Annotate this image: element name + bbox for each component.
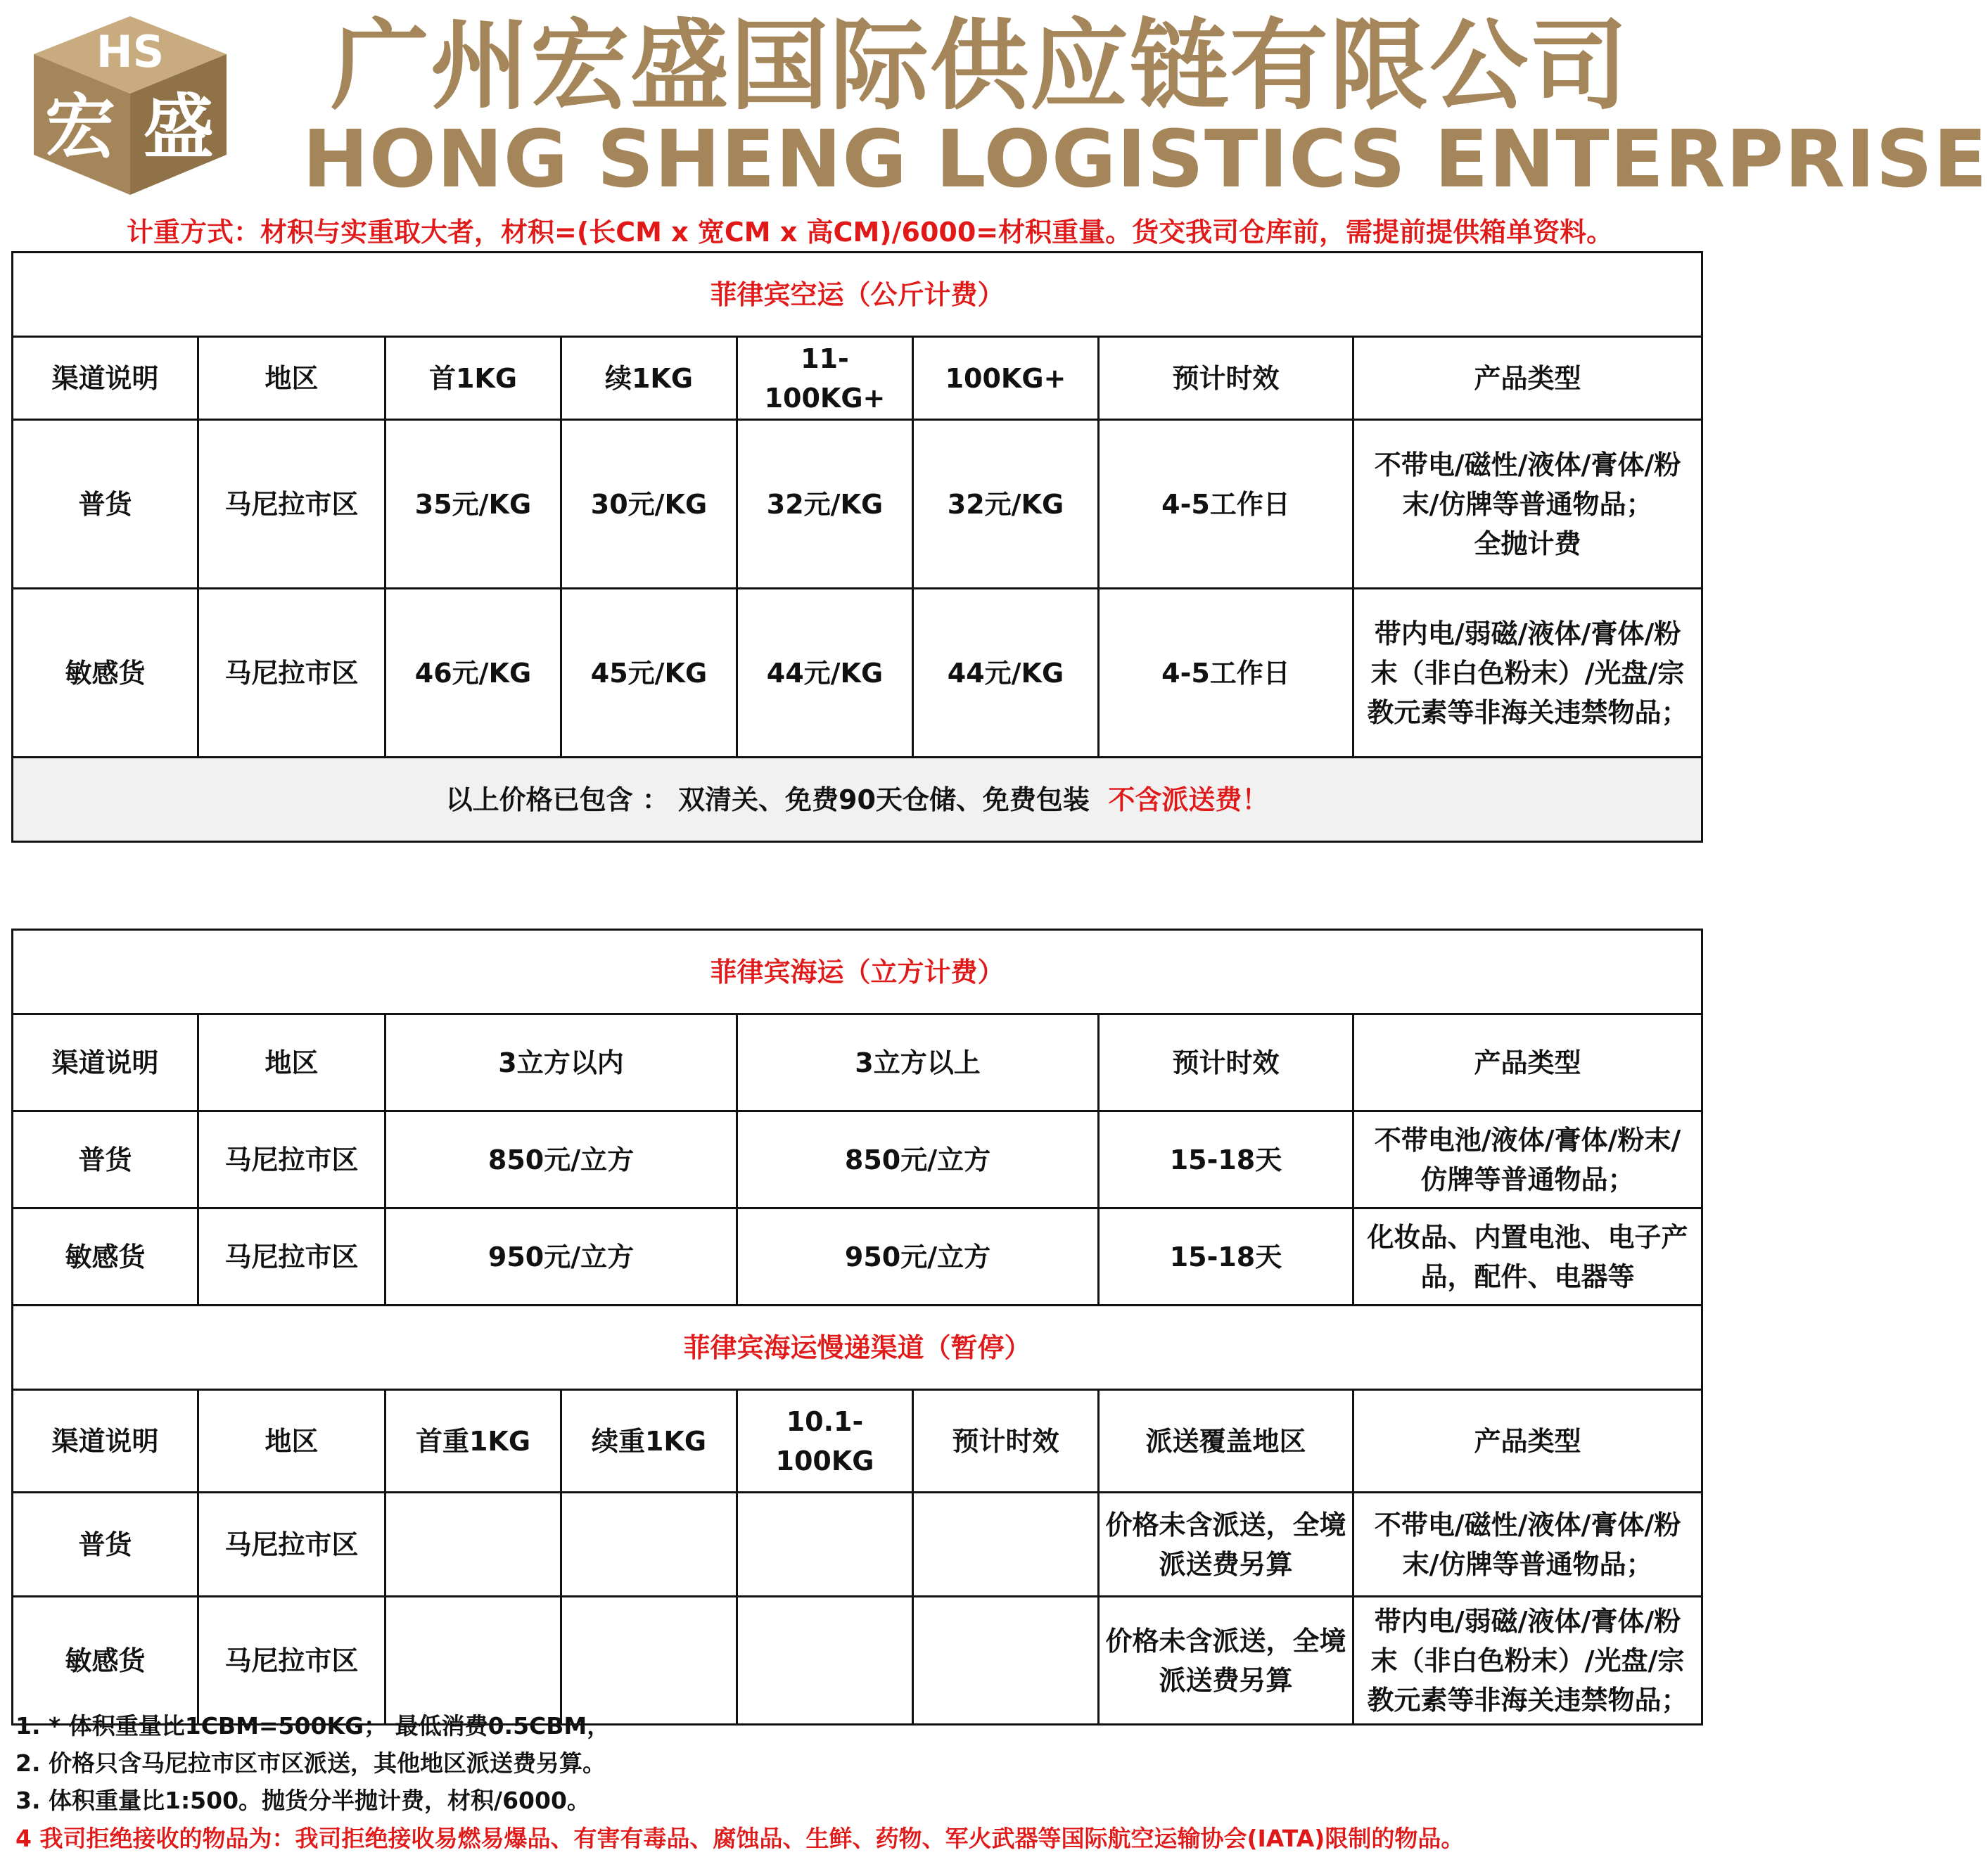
- air-price-includes-note: [13, 758, 1702, 842]
- slow-channel-title: 菲律宾海运慢递渠道（暂停）: [13, 1306, 1702, 1390]
- price-cell: 45元/KG: [561, 589, 737, 758]
- price-cell: 46元/KG: [386, 589, 561, 758]
- price-cell: 44元/KG: [913, 589, 1099, 758]
- weight-calc-note: 计重方式：材积与实重取大者，材积=(长CM x 宽CM x 高CM)/6000=材积重量。货交我司仓库前，需提前提供箱单资料。: [127, 217, 1614, 248]
- logo-letters: HS: [96, 26, 165, 77]
- product-type-cell: [1353, 1597, 1702, 1725]
- table-row: [13, 1597, 1702, 1725]
- company-logo: [28, 11, 232, 197]
- product-type-line: 末/仿牌等普通物品；: [1402, 1548, 1653, 1580]
- empty-cell: [561, 1597, 737, 1725]
- company-name-cn: 广州宏盛国际供应链有限公司: [331, 9, 1630, 124]
- air-header-first-kg: 首1KG: [386, 337, 561, 420]
- air-title: 菲律宾空运（公斤计费）: [13, 253, 1702, 337]
- air-header-cont-kg: 续1KG: [561, 337, 737, 420]
- product-type-cell: [1353, 589, 1702, 758]
- channel-cell: 敏感货: [13, 1597, 198, 1725]
- air-header-region: 地区: [198, 337, 386, 420]
- table-row: [13, 1493, 1702, 1597]
- slow-header-product-type: 产品类型: [1353, 1390, 1702, 1493]
- coverage-cell: [1099, 1597, 1353, 1725]
- product-type-line: 带内电/弱磁/液体/膏体/粉: [1374, 1605, 1681, 1637]
- empty-cell: [737, 1493, 913, 1597]
- price-cell: 32元/KG: [737, 420, 913, 589]
- empty-cell: [913, 1597, 1099, 1725]
- price-cell: 950元/立方: [737, 1208, 1099, 1306]
- logo-char-a: 宏: [45, 86, 115, 168]
- includes-text: 以上价格已包含 ： 双清关、免费90天仓储、免费包装: [445, 784, 1090, 815]
- empty-cell: [386, 1597, 561, 1725]
- price-cell: 950元/立方: [386, 1208, 737, 1306]
- sea-freight-table: [11, 929, 1703, 1726]
- region-cell: 马尼拉市区: [198, 1493, 386, 1597]
- table-row: [13, 589, 1702, 758]
- coverage-line: 价格未含派送，全境: [1105, 1509, 1346, 1541]
- sea-header-product-type: 产品类型: [1353, 1014, 1702, 1111]
- product-type-line: 化妆品、内置电池、电子产: [1367, 1221, 1688, 1253]
- air-freight-table: [11, 251, 1703, 843]
- product-type-line: 不带电/磁性/液体/膏体/粉: [1374, 1509, 1681, 1541]
- sea-title: 菲律宾海运（立方计费）: [13, 930, 1702, 1014]
- region-cell: 马尼拉市区: [198, 420, 386, 589]
- price-cell: 35元/KG: [386, 420, 561, 589]
- sea-header-channel: 渠道说明: [13, 1014, 198, 1111]
- empty-cell: [913, 1493, 1099, 1597]
- empty-cell: [386, 1493, 561, 1597]
- product-type-line: 末（非白色粉末）/光盘/宗: [1370, 657, 1685, 689]
- air-header-11-100kg: 11-100KG+: [737, 337, 913, 420]
- channel-cell: 普货: [13, 1493, 198, 1597]
- slow-header-cont-kg: 续重1KG: [561, 1390, 737, 1493]
- table-row: [13, 1111, 1702, 1208]
- product-type-line: 仿牌等普通物品；: [1420, 1163, 1635, 1195]
- empty-cell: [561, 1493, 737, 1597]
- excludes-delivery-text: 不含派送费！: [1108, 784, 1269, 815]
- company-name-en: HONG SHENG LOGISTICS ENTERPRISE: [302, 114, 1988, 205]
- footnote-3: 3. 体积重量比1:500。抛货分半抛计费，材积/6000。: [15, 1787, 590, 1814]
- product-type-line: 不带电池/液体/膏体/粉末/: [1374, 1124, 1681, 1156]
- air-header-product-type: 产品类型: [1353, 337, 1702, 420]
- price-cell: 850元/立方: [737, 1111, 1099, 1208]
- channel-cell: 敏感货: [13, 589, 198, 758]
- coverage-line: 价格未含派送，全境: [1105, 1625, 1346, 1657]
- footnote-1: 1. * 体积重量比1CBM=500KG； 最低消费0.5CBM，: [15, 1712, 611, 1740]
- product-type-line: 教元素等非海关违禁物品；: [1367, 696, 1688, 728]
- table-row: [13, 420, 1702, 589]
- eta-cell: 4-5工作日: [1099, 589, 1353, 758]
- product-type-line: 末（非白色粉末）/光盘/宗: [1370, 1645, 1685, 1676]
- coverage-cell: [1099, 1493, 1353, 1597]
- sea-header-eta: 预计时效: [1099, 1014, 1353, 1111]
- empty-cell: [737, 1597, 913, 1725]
- price-cell: 30元/KG: [561, 420, 737, 589]
- footnote-4-prohibited: 4 我司拒绝接收的物品为：我司拒绝接收易燃易爆品、有害有毒品、腐蚀品、生鲜、药物、军火武器等国际航空运输协会(IATA)限制的物品。: [15, 1825, 1465, 1852]
- region-cell: 马尼拉市区: [198, 1597, 386, 1725]
- product-type-cell: [1353, 1208, 1702, 1306]
- air-header-channel: 渠道说明: [13, 337, 198, 420]
- price-cell: 44元/KG: [737, 589, 913, 758]
- region-cell: 马尼拉市区: [198, 1111, 386, 1208]
- product-type-line: 教元素等非海关违禁物品；: [1367, 1684, 1688, 1716]
- sea-header-region: 地区: [198, 1014, 386, 1111]
- eta-cell: 4-5工作日: [1099, 420, 1353, 589]
- footnote-2: 2. 价格只含马尼拉市区市区派送，其他地区派送费另算。: [15, 1749, 606, 1777]
- product-type-line: 品，配件、电器等: [1420, 1261, 1635, 1292]
- product-type-cell: [1353, 1493, 1702, 1597]
- region-cell: 马尼拉市区: [198, 1208, 386, 1306]
- slow-header-region: 地区: [198, 1390, 386, 1493]
- air-header-eta: 预计时效: [1099, 337, 1353, 420]
- slow-header-coverage: 派送覆盖地区: [1099, 1390, 1353, 1493]
- product-type-cell: [1353, 1111, 1702, 1208]
- logo-char-b: 盛: [144, 86, 214, 168]
- product-type-line: 带内电/弱磁/液体/膏体/粉: [1374, 618, 1681, 649]
- air-header-100kg: 100KG+: [913, 337, 1099, 420]
- channel-cell: 普货: [13, 420, 198, 589]
- channel-cell: 普货: [13, 1111, 198, 1208]
- product-type-line: 不带电/磁性/液体/膏体/粉: [1374, 449, 1681, 480]
- price-cell: 850元/立方: [386, 1111, 737, 1208]
- product-type-cell: [1353, 420, 1702, 589]
- price-cell: 32元/KG: [913, 420, 1099, 589]
- slow-header-channel: 渠道说明: [13, 1390, 198, 1493]
- product-type-line: 末/仿牌等普通物品；: [1402, 488, 1653, 520]
- channel-cell: 敏感货: [13, 1208, 198, 1306]
- slow-header-eta: 预计时效: [913, 1390, 1099, 1493]
- table-row: [13, 1208, 1702, 1306]
- slow-header-first-kg: 首重1KG: [386, 1390, 561, 1493]
- slow-header-10-100kg: 10.1-100KG: [737, 1390, 913, 1493]
- sea-header-over-3cbm: 3立方以上: [737, 1014, 1099, 1111]
- eta-cell: 15-18天: [1099, 1208, 1353, 1306]
- region-cell: 马尼拉市区: [198, 589, 386, 758]
- product-type-line: 全抛计费: [1474, 528, 1581, 559]
- eta-cell: 15-18天: [1099, 1111, 1353, 1208]
- coverage-line: 派送费另算: [1159, 1548, 1293, 1580]
- coverage-line: 派送费另算: [1159, 1664, 1293, 1696]
- sea-header-under-3cbm: 3立方以内: [386, 1014, 737, 1111]
